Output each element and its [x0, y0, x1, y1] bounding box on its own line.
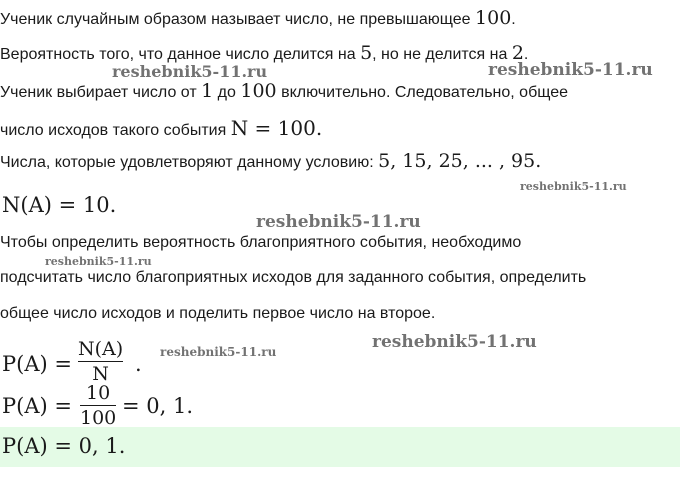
solution-line-1	[0, 80, 568, 104]
explanation-line-2: подсчитать число благоприятных исходов для заданного события, определить	[0, 269, 587, 286]
explanation-line-3: общее число исходов и поделить первое число на второе.	[0, 305, 436, 322]
question-text-mid: , но не делится на	[372, 46, 508, 63]
calculation-result: = 0, 1.	[122, 394, 194, 418]
range-end: 100	[240, 80, 277, 102]
solution-text-d: число исходов такого события	[0, 122, 227, 139]
solution-line-3	[0, 150, 541, 174]
probability-fraction	[78, 338, 123, 385]
question-text: Вероятность того, что данное число делится на	[0, 46, 356, 63]
watermark: reshebnik5-11.ru	[112, 62, 268, 81]
solution-text-b: до	[217, 84, 236, 101]
problem-text: Ученик случайным образом называет число, не превышающее	[0, 11, 471, 28]
watermark: reshebnik5-11.ru	[372, 332, 537, 352]
solution-line-2	[0, 117, 322, 142]
solution-text-e: Числа, которые удовлетворяют данному условию:	[0, 154, 374, 171]
calculation-denominator: 100	[80, 407, 117, 429]
range-start: 1	[201, 80, 214, 102]
fraction-denominator: N	[92, 363, 109, 385]
calculation-numerator: 10	[86, 382, 111, 404]
formula-period: .	[135, 352, 142, 376]
probability-formula-lhs: P(A) =	[2, 352, 72, 376]
total-outcomes-formula: N = 100.	[230, 116, 323, 140]
fraction-numerator: N(A)	[78, 338, 124, 360]
watermark: reshebnik5-11.ru	[520, 180, 627, 193]
problem-number: 100	[475, 7, 512, 29]
calculation-bar	[80, 405, 116, 406]
watermark: reshebnik5-11.ru	[488, 60, 653, 80]
final-answer: P(A) = 0, 1.	[2, 434, 126, 458]
question-period: .	[523, 46, 529, 63]
problem-statement-line	[0, 7, 516, 31]
solution-text-c: включительно. Следовательно, общее	[281, 84, 569, 101]
favorable-numbers: 5, 15, 25, ... , 95.	[378, 150, 542, 172]
watermark: reshebnik5-11.ru	[160, 345, 277, 359]
divisor-two: 2	[511, 42, 524, 64]
watermark: reshebnik5-11.ru	[256, 212, 421, 232]
watermark: reshebnik5-11.ru	[45, 255, 152, 268]
calculation-lhs: P(A) =	[2, 394, 72, 418]
fraction-bar	[78, 361, 123, 362]
problem-period: .	[511, 11, 516, 28]
calculation-fraction	[80, 382, 116, 429]
favorable-count-formula: N(A) = 10.	[2, 193, 117, 217]
explanation-line-1: Чтобы определить вероятность благоприятного события, необходимо	[0, 234, 522, 251]
divisor-five: 5	[360, 42, 373, 64]
solution-text-a: Ученик выбирает число от	[0, 84, 197, 101]
